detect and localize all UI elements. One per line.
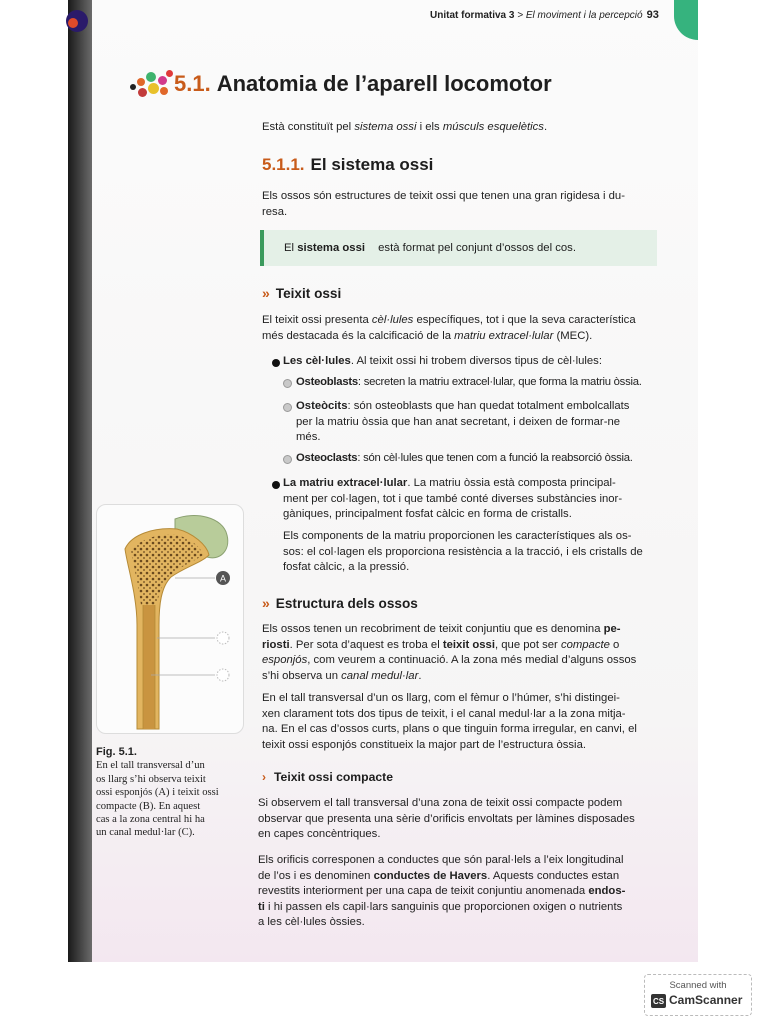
bullet-icon: [272, 359, 280, 367]
spine-mark: [68, 18, 78, 28]
caption-line: En el tall transversal d’un: [96, 760, 205, 772]
colored-dots-icon: [128, 68, 174, 100]
label-c-marker: [217, 669, 229, 681]
list-item-cells: Les cèl·lules. Al teixit ossi hi trobem diversos tipus de cèl·lules:: [283, 355, 602, 367]
camscanner-logo-icon: CS: [651, 994, 666, 1008]
ossos-paragraph: Els ossos són estructures de teixit ossi que tenen una gran rigidesa i du- resa.: [262, 190, 625, 218]
intro-text: Està constituït pel sistema ossi i els músculs esquelètics.: [262, 121, 548, 133]
list-item-osteoblasts: Osteoblasts: secreten la matriu extracel·lular, que forma la matriu òssia.: [296, 376, 642, 388]
sub-bullet-icon: [283, 455, 292, 464]
unit-subtitle: > El moviment i la percepció: [514, 10, 643, 21]
bullet-icon: [272, 481, 280, 489]
heading-teixit-compacte: [262, 770, 393, 784]
double-chevron-icon: »: [262, 285, 270, 301]
heading-text: Teixit ossi compacte: [274, 770, 393, 784]
periosti-paragraph: Els ossos tenen un recobriment de teixit conjuntiu que es denomina pe- riosti. Per sota d’aquest es troba el teixit ossi, que pot ser compacte o esponjós, com veurem a continuació. A la zona més medial d’alguns ossos s’hi observa un canal medul·lar.: [262, 623, 637, 682]
binding-spine: [68, 0, 92, 962]
list-item-matrix: La matriu extracel·lular. La matriu òssia està composta principal- ment per col·lagen, tot i que també conté diverses substàncies inor- gàniques, principalment fosfat càlcic en forma de cristalls.: [283, 477, 623, 520]
caption-line: os llarg s’hi observa teixit: [96, 773, 206, 785]
subsection-title: El sistema ossi: [310, 155, 434, 174]
label-a: A: [219, 573, 227, 584]
heading-teixit-ossi: [262, 285, 341, 301]
teixit-paragraph: El teixit ossi presenta cèl·lules específiques, tot i que la seva característica més destacada és la calcificació de la matriu extracel·lular (MEC).: [262, 314, 636, 342]
figure-caption: [96, 746, 242, 840]
sub-bullet-icon: [283, 403, 292, 412]
unit-label: Unitat formativa 3: [430, 10, 515, 21]
page-bottom-margin: [68, 962, 698, 1024]
scanner-brand: CamScanner: [669, 993, 743, 1007]
components-paragraph: Els components de la matriu proporcionen les característiques als os- sos: el col·lagen els proporciona resistència a la tracció, i els cristalls de fosfat càlcic, a la pressió.: [283, 530, 643, 573]
heading-text: Estructura dels ossos: [275, 595, 418, 611]
heading-text: Teixit ossi: [275, 285, 342, 301]
caption-line: compacte (B). En aquest: [96, 800, 201, 812]
chevron-right-icon: ›: [262, 770, 266, 784]
section-heading: [128, 68, 552, 100]
running-head: [430, 9, 659, 21]
caption-title: Fig. 5.1.: [96, 746, 137, 758]
section-title: Anatomia de l’aparell locomotor: [216, 71, 552, 96]
list-item-osteocits: Osteòcits: són osteoblasts que han quedat totalment embolcallats per la matriu òssia que han anat secretant, i deixen de formar-ne més.: [296, 400, 630, 443]
sub-bullet-icon: [283, 379, 292, 388]
page-number: 93: [646, 9, 659, 21]
double-chevron-icon: »: [262, 595, 270, 611]
caption-line: cas a la zona central hi ha: [96, 814, 205, 826]
compacte-paragraph: Si observem el tall transversal d’una zona de teixit ossi compacte podem observar que presenta una sèrie d’orificis envoltats per làmines disposades en capes concèntriques.: [258, 797, 635, 840]
section-number: 5.1.: [174, 71, 211, 96]
havers-paragraph: Els orificis corresponen a conductes que són paral·lels a l’eix longitudinal de l’os i es denominen conductes de Havers. Aquests conductes estan revestits interiorment per una capa de teixit conjuntiu anomenada endos- ti i hi passen els capil·lars sanguinis que proporcionen oxigen o nutrients a les cèl·lules òssies.: [258, 854, 626, 928]
subsection-heading: [262, 155, 433, 175]
scanner-watermark: [644, 974, 752, 1016]
femur-illustration: [97, 505, 243, 733]
subsection-number: 5.1.1.: [262, 155, 305, 174]
scanner-caption: Scanned with: [669, 980, 727, 991]
definition-callout: El sistema ossi està format pel conjunt d’ossos del cos.: [260, 230, 657, 266]
figure-bone-section: [96, 504, 244, 734]
caption-line: ossi esponjós (A) i teixit ossi: [96, 787, 219, 799]
list-item-osteoclasts: Osteoclasts: són cèl·lules que tenen com a funció la reabsorció òssia.: [296, 452, 633, 464]
tall-paragraph: En el tall transversal d’un os llarg, com el fèmur o l’húmer, s’hi distingei- xen clarament tots dos tipus de teixit, i el canal medul·lar a la zona mitja- na. En el cas d’ossos curts, plans o que tinguin forma irregular, en canvi, el teixit ossi esponjós constitueix la major part de l’estructura òssia.: [262, 692, 637, 751]
caption-line: un canal medul·lar (C).: [96, 827, 195, 839]
heading-estructura: [262, 595, 418, 611]
label-b-marker: [217, 632, 229, 644]
